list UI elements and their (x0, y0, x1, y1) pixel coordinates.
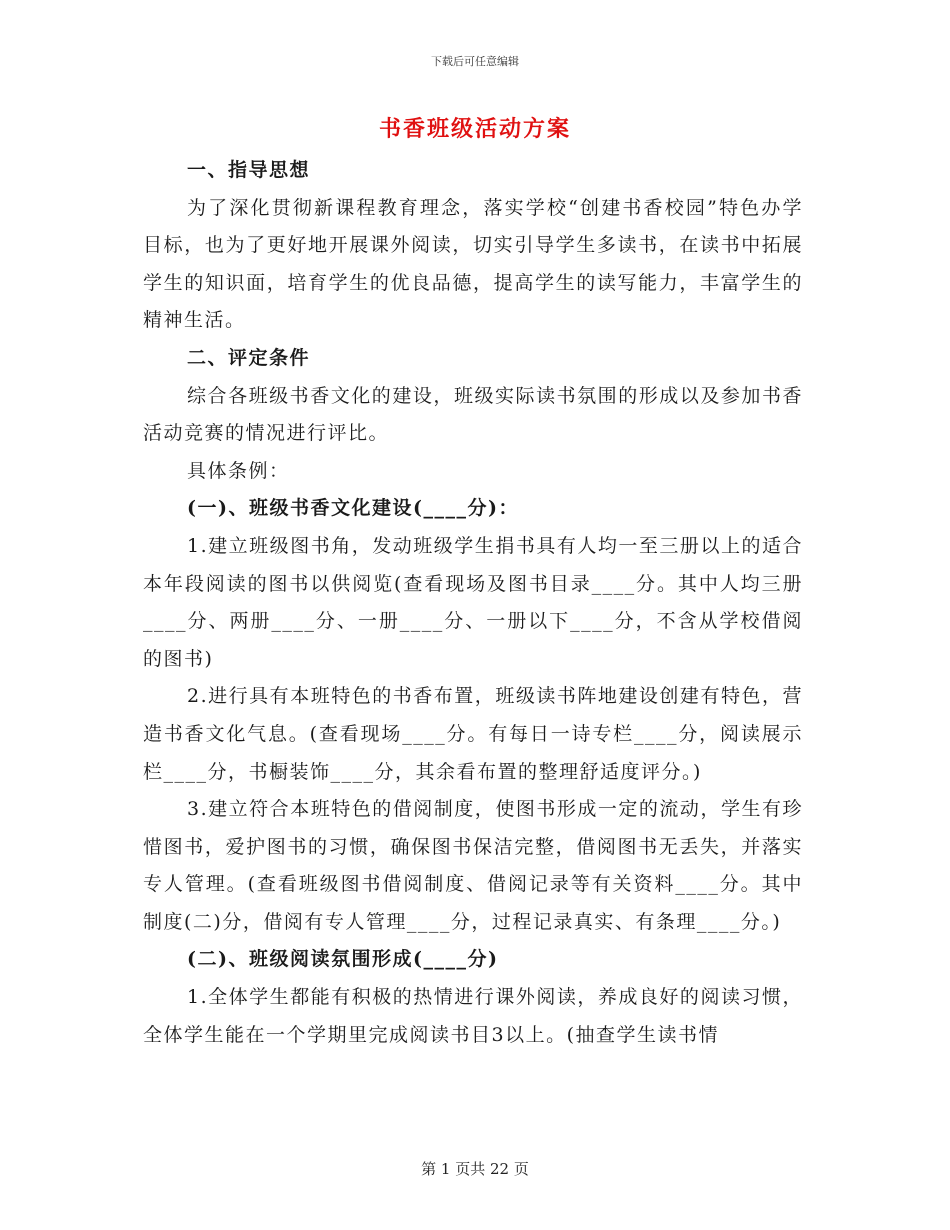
paragraph-criteria: 综合各班级书香文化的建设，班级实际读书氛围的形成以及参加书香活动竞赛的情况进行评比。 (143, 384, 803, 445)
paragraph-specific-rules: 具体条例： (187, 459, 290, 482)
page-footer: 第 1 页共 22 页 (421, 1160, 529, 1178)
page-header: 下载后可任意编辑 (431, 55, 519, 68)
list-item-lending-system: 3.建立符合本班特色的借阅制度，使图书形成一定的流动，学生有珍惜图书，爱护图书的习惯，确保图书保洁完整，借阅图书无丢失，并落实专人管理。(查看班级图书借阅制度、借阅记录等有关资料____分。其中制度(二)分，借阅有专人管理____分，过程记录真实、有条理____分。) (143, 798, 803, 933)
section-heading-criteria: 二、评定条件 (187, 346, 311, 369)
subsection-heading-reading-atmosphere: (二)、班级阅读氛围形成(____分) (187, 948, 499, 971)
document-body (143, 152, 803, 1054)
paragraph-guiding-ideology: 为了深化贯彻新课程教育理念，落实学校“创建书香校园”特色办学目标，也为了更好地开展课外阅读，切实引导学生多读书，在读书中拓展学生的知识面，培育学生的优良品德，提高学生的读写能力，丰富学生的精神生活。 (143, 196, 803, 332)
list-item-decoration: 2.进行具有本班特色的书香布置，班级读书阵地建设创建有特色，营造书香文化气息。(查看现场____分。有每日一诗专栏____分，阅读展示栏____分，书橱装饰____分，其余看布置的整理舒适度评分。) (143, 685, 803, 783)
section-heading-guiding-ideology: 一、指导思想 (187, 159, 311, 181)
list-item-reading-habits: 1.全体学生都能有积极的热情进行课外阅读，养成良好的阅读习惯，全体学生能在一个学期里完成阅读书目3以上。(抽查学生读书情 (143, 986, 803, 1046)
document-title: 书香班级活动方案 (378, 116, 571, 142)
list-item-book-corner: 1.建立班级图书角，发动班级学生捐书具有人均一至三册以上的适合本年段阅读的图书以供阅览(查看现场及图书目录____分。其中人均三册____分、两册____分、一册____分、一册以下____分，不含从学校借阅的图书) (143, 534, 803, 670)
subsection-heading-culture-building: (一)、班级书香文化建设(____分)： (187, 497, 519, 520)
